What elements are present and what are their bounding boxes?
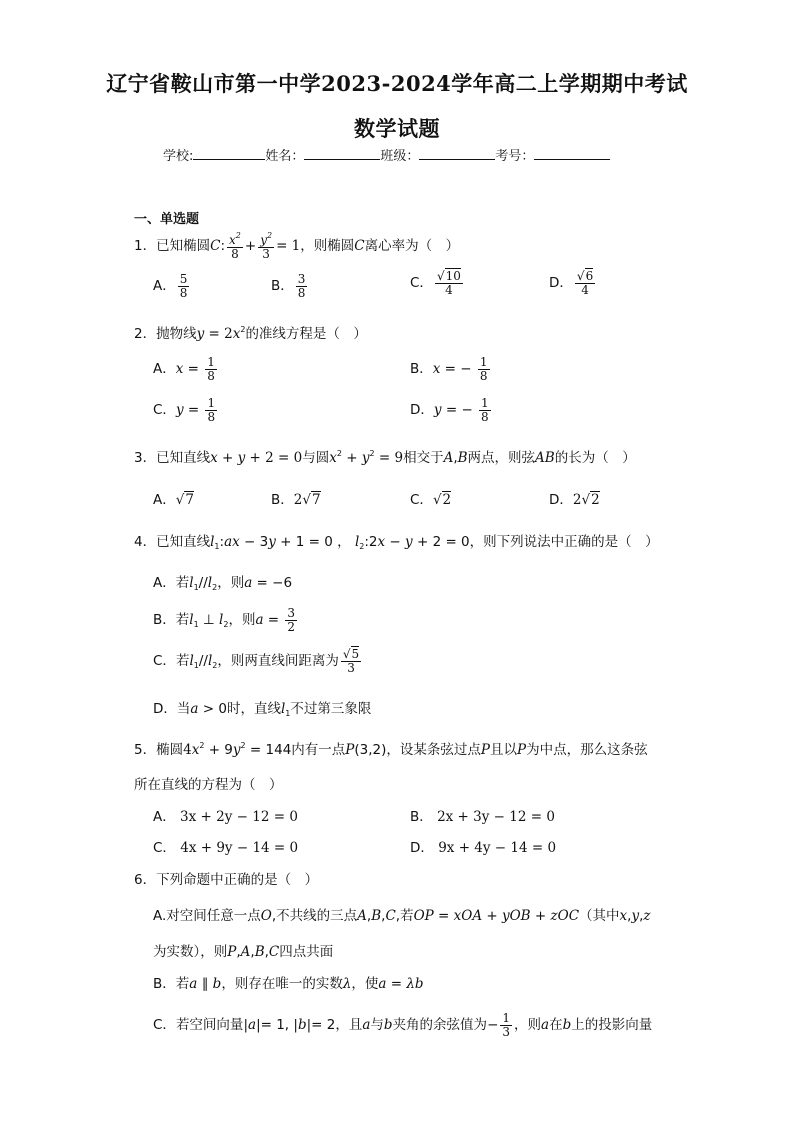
class-blank[interactable] (419, 147, 495, 160)
q4-option-a[interactable]: A．若$l_1//l_2$，则a = −6 (153, 575, 293, 592)
q2-option-c[interactable]: C．y = $\frac{1}{8}$ (153, 396, 216, 424)
q2-option-d[interactable]: D．y = − $\frac{1}{8}$ (410, 396, 489, 424)
q6-option-a[interactable]: A.对空间任意一点O,不共线的三点A,B,C,若OP = xOA + yOB + zOC（其中x,y,z (153, 908, 651, 924)
q2-option-b[interactable]: B．x = − $\frac{1}{8}$ (410, 355, 488, 383)
question-3: 3．已知直线x + y + 2 = 0与圆$x^2 + y^2 = 9$相交于A,B两点，则弦AB的长为（ ） (134, 449, 636, 466)
q3-option-a[interactable]: A．√7 (153, 492, 194, 508)
q5-option-d[interactable]: D． 9x + 4y − 14 = 0 (410, 840, 557, 856)
q5-option-b[interactable]: B． 2x + 3y − 12 = 0 (410, 809, 555, 825)
q6-option-c[interactable]: C．若空间向量|a|= 1, |b|= 2，且a与b夹角的余弦值为− $\frac{1}{3}$ ，则a在b上的投影向量 (153, 1011, 653, 1039)
section-heading: 一、单选题 (134, 212, 200, 227)
question-5-line2: 所在直线的方程为（ ） (134, 777, 283, 793)
q6-option-a-line2: 为实数），则P,A,B,C四点共面 (153, 944, 334, 960)
q4-option-b[interactable]: B．若$l_1$ ⊥ $l_2$，则a = $\frac{3}{2}$ (153, 606, 296, 634)
q1-option-a[interactable]: A． $\frac{5}{8}$ (153, 272, 188, 300)
q1-option-b[interactable]: B． $\frac{3}{8}$ (271, 272, 306, 300)
page-subtitle: 数学试题 (354, 116, 440, 141)
q3-option-c[interactable]: C．√2 (410, 492, 452, 508)
q3-option-b[interactable]: B．2√7 (271, 492, 321, 508)
q5-option-c[interactable]: C． 4x + 9y − 14 = 0 (153, 840, 299, 856)
school-blank[interactable] (193, 147, 265, 160)
q4-option-d[interactable]: D．当a > 0时，直线$l_1$不过第三象限 (153, 701, 372, 718)
question-4: 4．已知直线$l_1:ax - 3y + 1 = 0$ ， $l_2:2x - y + 2 = 0$，则下列说法中正确的是（ ） (134, 534, 659, 551)
name-label: 姓名： (265, 149, 305, 164)
class-label: 班级： (380, 149, 420, 164)
page-title: 辽宁省鞍山市第一中学2023-2024学年高二上学期期中考试 (106, 71, 688, 96)
exam-no-label: 考号： (495, 149, 535, 164)
question-5: 5．椭圆$4x^2 + 9y^2 = 144$内有一点P(3,2)，设某条弦过点P且以P为中点，那么这条弦 (134, 741, 648, 758)
q1-option-c[interactable]: C． $\frac{√10}{4}$ (410, 269, 461, 297)
q4-option-c[interactable]: C．若$l_1//l_2$，则两直线间距离为 $\frac{√5}{3}$ (153, 647, 360, 675)
q5-option-a[interactable]: A． 3x + 2y − 12 = 0 (153, 809, 298, 825)
school-label: 学校: (163, 149, 194, 164)
q2-option-a[interactable]: A．x = $\frac{1}{8}$ (153, 355, 215, 383)
question-6: 6．下列命题中正确的是（ ） (134, 872, 319, 888)
q6-option-b[interactable]: B．若a ∥ b，则存在唯一的实数λ，使a = λb (153, 976, 424, 992)
exam-no-blank[interactable] (534, 147, 610, 160)
name-blank[interactable] (304, 147, 380, 160)
question-1: 1．已知椭圆C: $\frac{x^2}{8}$ + $\frac{y^2}{3}$ = 1，则椭圆C离心率为（ ） (134, 231, 460, 261)
question-2: 2．抛物线$y = 2x^2$的准线方程是（ ） (134, 325, 367, 342)
q3-option-d[interactable]: D．2√2 (549, 492, 600, 508)
q1-option-d[interactable]: D． $\frac{√6}{4}$ (549, 269, 594, 297)
student-info-row (163, 145, 610, 164)
